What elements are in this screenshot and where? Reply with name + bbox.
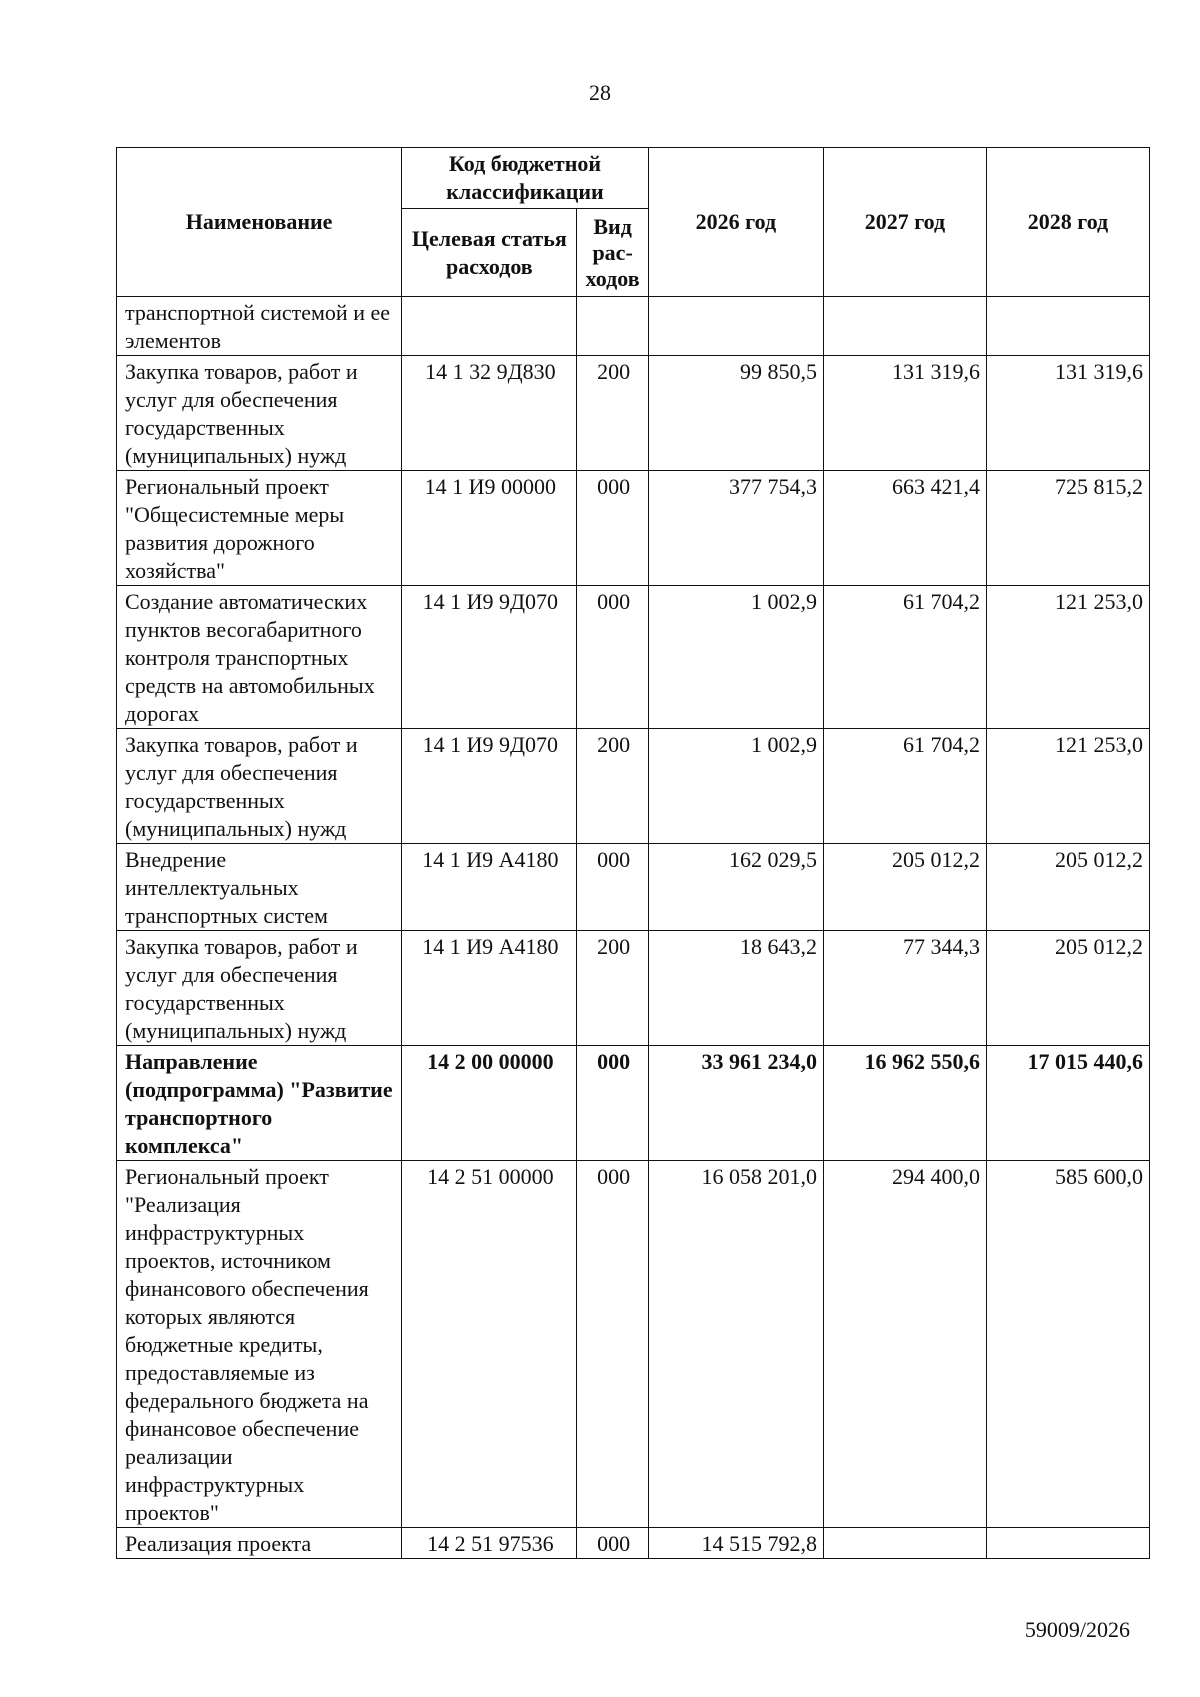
cell-2027: 294 400,0 (823, 1161, 986, 1528)
cell-2028 (986, 297, 1149, 356)
cell-expense-kind: 000 (577, 471, 648, 586)
cell-2028: 205 012,2 (986, 844, 1149, 931)
cell-target-article: 14 2 51 97536 (402, 1528, 577, 1559)
cell-name: транспортной системой и ее элементов (117, 297, 402, 356)
table-row (117, 1161, 1150, 1528)
cell-target-article: 14 1 И9 А4180 (402, 844, 577, 931)
cell-2028: 121 253,0 (986, 729, 1149, 844)
cell-2028: 725 815,2 (986, 471, 1149, 586)
header-2027: 2027 год (823, 148, 986, 297)
table-row (117, 297, 1150, 356)
cell-2027: 16 962 550,6 (823, 1046, 986, 1161)
table-row (117, 1528, 1150, 1559)
cell-expense-kind (577, 297, 648, 356)
header-2028: 2028 год (986, 148, 1149, 297)
cell-name: Направление (подпрограмма) "Развитие транспортного комплекса" (117, 1046, 402, 1161)
cell-expense-kind: 000 (577, 1161, 648, 1528)
cell-2026: 1 002,9 (648, 586, 823, 729)
cell-name: Создание автоматических пунктов весогабаритного контроля транспортных средств на автомобильных дорогах (117, 586, 402, 729)
table-row (117, 844, 1150, 931)
header-expense-kind: Вид рас-ходов (577, 209, 648, 297)
cell-expense-kind: 000 (577, 1528, 648, 1559)
cell-name: Региональный проект "Общесистемные меры развития дорожного хозяйства" (117, 471, 402, 586)
cell-expense-kind: 200 (577, 729, 648, 844)
cell-name: Закупка товаров, работ и услуг для обеспечения государственных (муниципальных) нужд (117, 356, 402, 471)
cell-2026: 162 029,5 (648, 844, 823, 931)
cell-2026: 1 002,9 (648, 729, 823, 844)
cell-target-article: 14 1 И9 А4180 (402, 931, 577, 1046)
cell-2028: 17 015 440,6 (986, 1046, 1149, 1161)
page-number: 28 (589, 80, 611, 105)
cell-2026: 33 961 234,0 (648, 1046, 823, 1161)
cell-2026 (648, 297, 823, 356)
cell-expense-kind: 200 (577, 356, 648, 471)
cell-2028: 131 319,6 (986, 356, 1149, 471)
cell-target-article (402, 297, 577, 356)
cell-2026: 99 850,5 (648, 356, 823, 471)
cell-2028: 121 253,0 (986, 586, 1149, 729)
table-body (117, 297, 1150, 1559)
document-id: 59009/2026 (1024, 1617, 1130, 1642)
table-row (117, 471, 1150, 586)
table-row (117, 729, 1150, 844)
cell-2028: 585 600,0 (986, 1161, 1149, 1528)
budget-table (116, 147, 1150, 1559)
table-row (117, 1046, 1150, 1161)
cell-2027: 663 421,4 (823, 471, 986, 586)
cell-2027: 61 704,2 (823, 729, 986, 844)
cell-name: Внедрение интеллектуальных транспортных систем (117, 844, 402, 931)
cell-target-article: 14 2 51 00000 (402, 1161, 577, 1528)
header-2026: 2026 год (648, 148, 823, 297)
cell-name: Региональный проект "Реализация инфраструктурных проектов, источником финансового обеспечения которых являются бюджетные кредиты, предоставляемые из федерального бюджета на финансовое обеспечение реализации инфраструктурных проектов" (117, 1161, 402, 1528)
cell-2026: 14 515 792,8 (648, 1528, 823, 1559)
cell-expense-kind: 000 (577, 1046, 648, 1161)
cell-expense-kind: 000 (577, 844, 648, 931)
cell-target-article: 14 1 И9 9Д070 (402, 729, 577, 844)
table-row (117, 586, 1150, 729)
cell-2028 (986, 1528, 1149, 1559)
cell-name: Закупка товаров, работ и услуг для обеспечения государственных (муниципальных) нужд (117, 931, 402, 1046)
cell-target-article: 14 1 И9 00000 (402, 471, 577, 586)
cell-expense-kind: 000 (577, 586, 648, 729)
cell-2027: 131 319,6 (823, 356, 986, 471)
table-row (117, 931, 1150, 1046)
cell-expense-kind: 200 (577, 931, 648, 1046)
cell-target-article: 14 2 00 00000 (402, 1046, 577, 1161)
cell-2027: 77 344,3 (823, 931, 986, 1046)
cell-name: Реализация проекта (117, 1528, 402, 1559)
cell-target-article: 14 1 И9 9Д070 (402, 586, 577, 729)
table-row (117, 356, 1150, 471)
cell-2026: 377 754,3 (648, 471, 823, 586)
cell-2027: 205 012,2 (823, 844, 986, 931)
cell-2026: 18 643,2 (648, 931, 823, 1046)
header-budget-code: Код бюджетной классификации (402, 148, 649, 209)
cell-2028: 205 012,2 (986, 931, 1149, 1046)
cell-2027: 61 704,2 (823, 586, 986, 729)
cell-target-article: 14 1 32 9Д830 (402, 356, 577, 471)
cell-2026: 16 058 201,0 (648, 1161, 823, 1528)
cell-name: Закупка товаров, работ и услуг для обеспечения государственных (муниципальных) нужд (117, 729, 402, 844)
cell-2027 (823, 1528, 986, 1559)
header-name: Наименование (117, 148, 402, 297)
cell-2027 (823, 297, 986, 356)
header-target-article: Целевая статья расходов (402, 209, 577, 297)
